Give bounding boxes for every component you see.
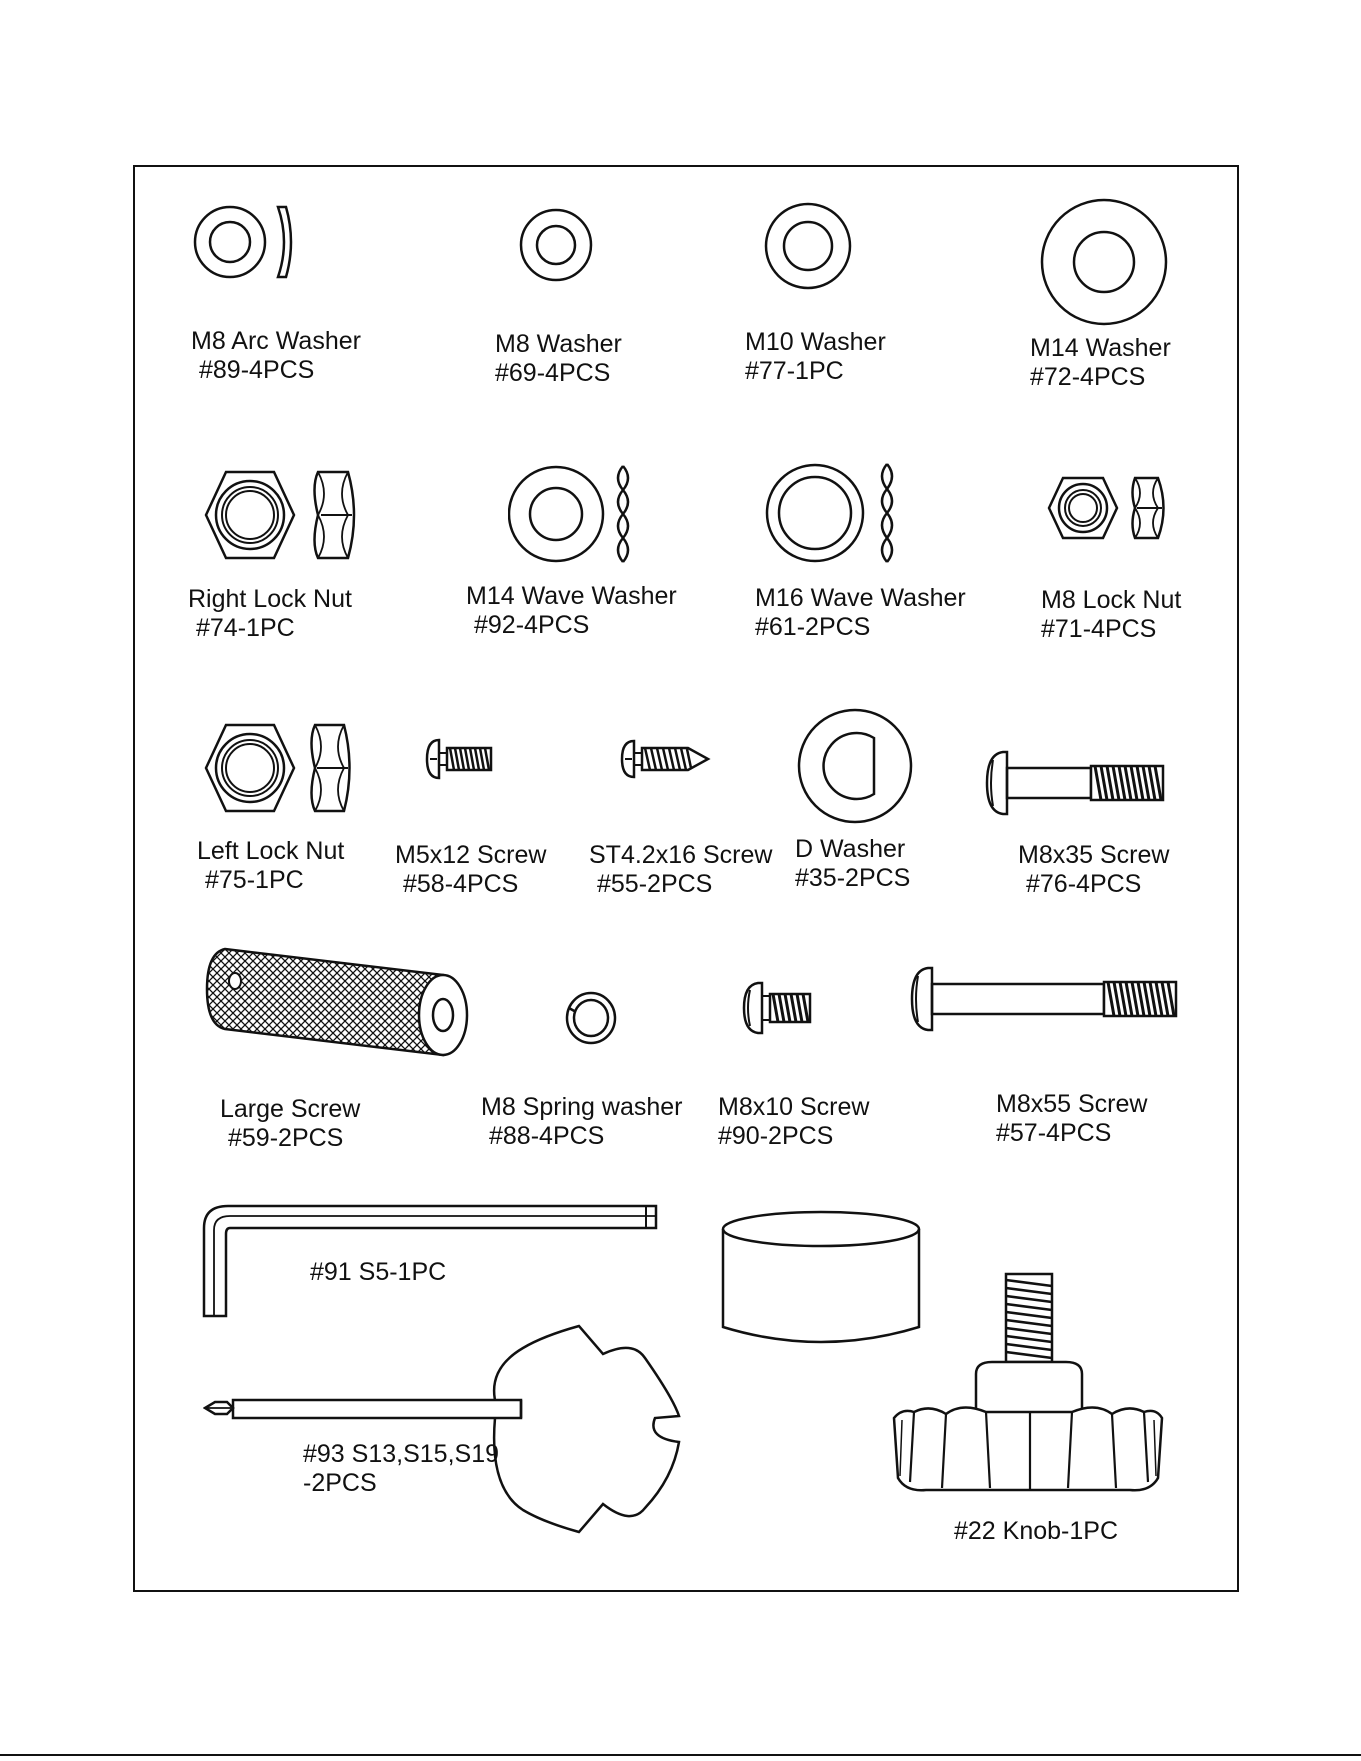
part-code: #57-4PCS (996, 1119, 1112, 1147)
left-lock-nut-icon (200, 720, 360, 816)
part-label-75 (197, 837, 344, 895)
part-label-55 (589, 841, 772, 899)
part-code: #69-4PCS (495, 359, 611, 387)
wrench-icon (203, 1318, 703, 1540)
tool-label-91 (310, 1258, 446, 1287)
m14-wave-washer-icon (508, 462, 643, 566)
part-code: #76-4PCS (1026, 870, 1142, 898)
part-code: #77-1PC (745, 357, 844, 385)
wrench-label-line2: -2PCS (303, 1469, 377, 1497)
m8x10-screw-icon (742, 980, 814, 1036)
part-name: M14 Washer (1030, 334, 1171, 362)
knob-label: #22 Knob-1PC (954, 1517, 1119, 1545)
m16-wave-washer-icon (765, 460, 905, 566)
part-name: Right Lock Nut (188, 585, 352, 613)
st42x16-screw-icon (620, 737, 712, 781)
spring-washer-icon (563, 990, 619, 1046)
part-name: Left Lock Nut (197, 837, 345, 865)
part-code: #72-4PCS (1030, 363, 1146, 391)
part-code: #88-4PCS (489, 1122, 605, 1150)
m5x12-screw-icon (425, 736, 495, 782)
arc-washer-icon (190, 200, 300, 280)
part-name: M8 Washer (495, 330, 622, 358)
part-code: #89-4PCS (199, 356, 315, 384)
part-name: D Washer (795, 835, 906, 863)
part-name: ST4.2x16 Screw (589, 841, 773, 869)
page-bottom-rule (0, 1754, 1361, 1756)
part-name: M16 Wave Washer (755, 584, 966, 612)
part-label-74 (188, 585, 352, 643)
part-label-89 (191, 327, 361, 385)
knob-icon (890, 1270, 1165, 1498)
part-label-92 (466, 582, 677, 640)
part-label-76 (1018, 841, 1169, 899)
large-screw-icon (205, 945, 475, 1060)
m14-washer-icon (1040, 198, 1168, 326)
part-label-59 (220, 1095, 360, 1153)
part-label-57 (996, 1090, 1147, 1148)
d-washer-icon (797, 708, 913, 824)
part-code: #58-4PCS (403, 870, 519, 898)
m8-lock-nut-icon (1045, 474, 1175, 542)
part-code: #74-1PC (196, 614, 295, 642)
part-code: #71-4PCS (1041, 615, 1157, 643)
wrench-label-line1: #93 S13,S15,S19 (303, 1440, 499, 1468)
part-label-69 (495, 330, 622, 388)
part-name: M8 Arc Washer (191, 327, 361, 355)
part-name: M5x12 Screw (395, 841, 547, 869)
part-label-35 (795, 835, 910, 893)
part-code: #61-2PCS (755, 613, 871, 641)
part-code: #59-2PCS (228, 1124, 344, 1152)
part-label-88 (481, 1093, 682, 1151)
m8-washer-icon (518, 207, 594, 283)
part-label-71 (1041, 586, 1181, 644)
part-name: M10 Washer (745, 328, 886, 356)
part-label-61 (755, 584, 966, 642)
part-name: M14 Wave Washer (466, 582, 677, 610)
part-name: M8x10 Screw (718, 1093, 870, 1121)
part-code: #92-4PCS (474, 611, 590, 639)
part-code: #55-2PCS (597, 870, 713, 898)
part-label-72 (1030, 334, 1171, 392)
part-label-90 (718, 1093, 869, 1151)
m8x35-screw-icon (985, 748, 1170, 818)
tool-label-93 (303, 1440, 499, 1498)
right-lock-nut-icon (200, 467, 365, 563)
m8x55-screw-icon (910, 964, 1182, 1034)
part-name: Large Screw (220, 1095, 361, 1123)
part-name: M8 Lock Nut (1041, 586, 1182, 614)
part-name: M8 Spring washer (481, 1093, 683, 1121)
m10-washer-icon (763, 201, 853, 291)
part-label-58 (395, 841, 546, 899)
part-code: #75-1PC (205, 866, 304, 894)
part-name: M8x55 Screw (996, 1090, 1148, 1118)
part-label-77 (745, 328, 886, 386)
part-name: M8x35 Screw (1018, 841, 1170, 869)
part-code: #35-2PCS (795, 864, 911, 892)
allen-key-label: #91 S5-1PC (310, 1258, 447, 1286)
part-code: #90-2PCS (718, 1122, 834, 1150)
tool-label-22 (954, 1517, 1118, 1546)
